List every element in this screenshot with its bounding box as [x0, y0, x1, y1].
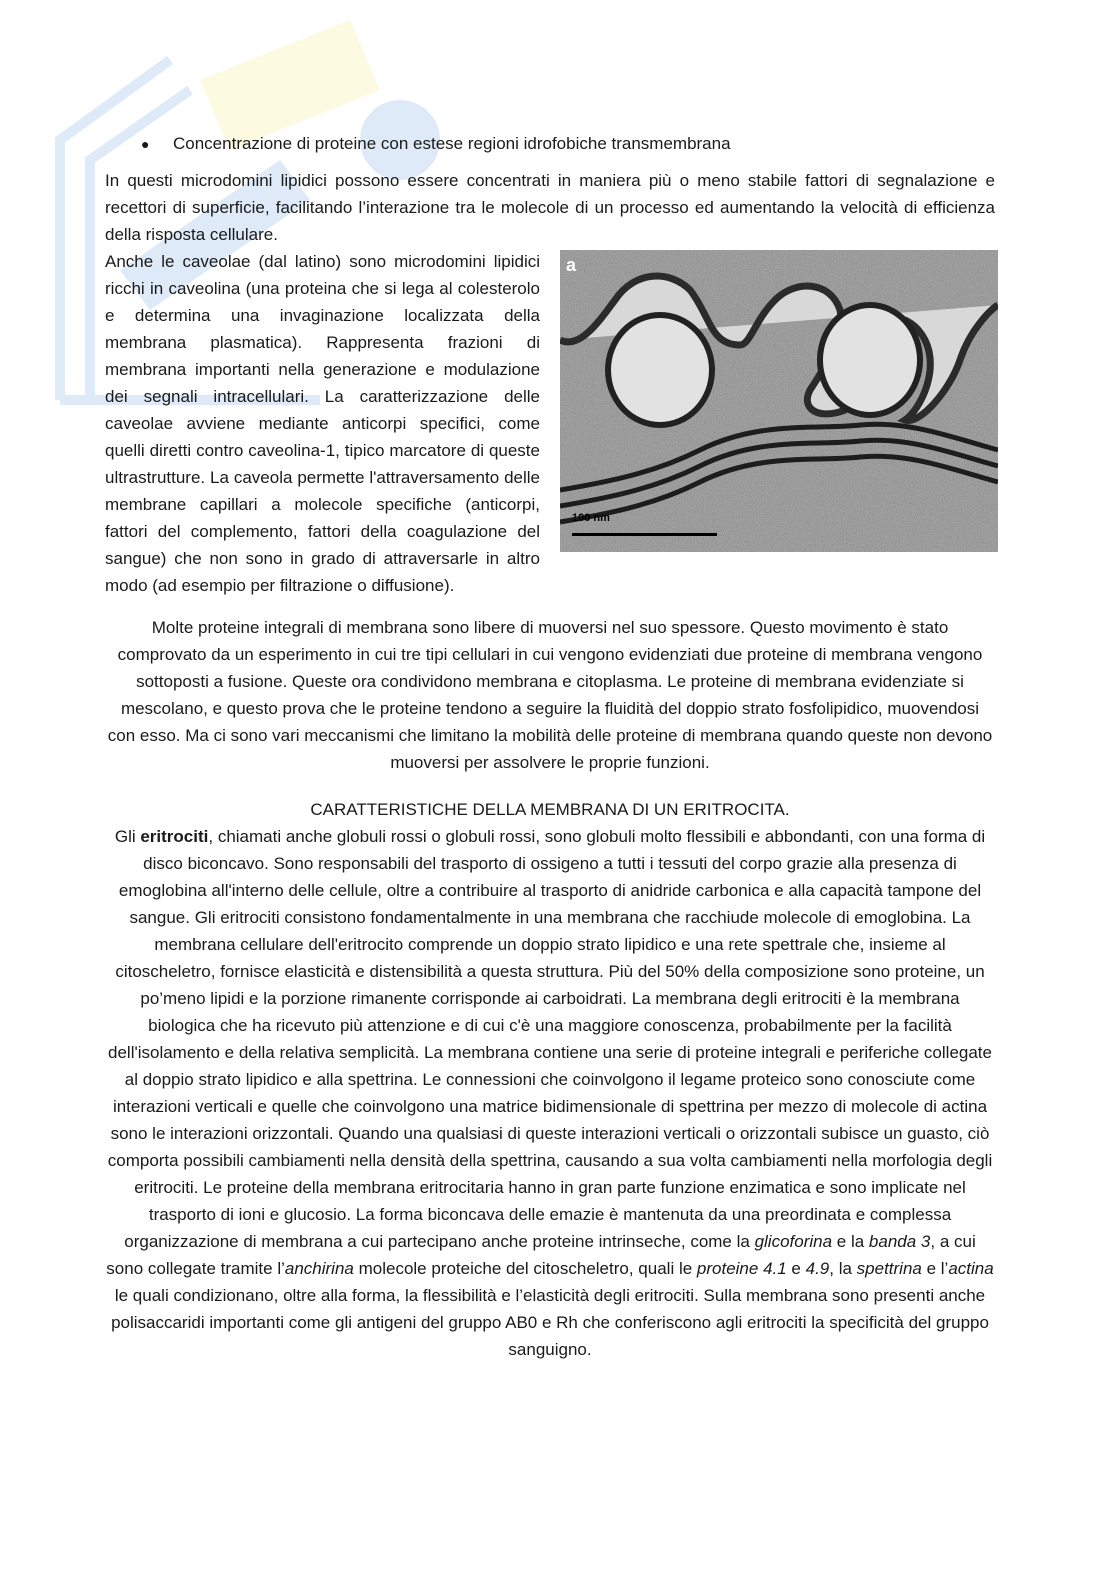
scale-bar — [572, 533, 717, 536]
term-spettrina: spettrina — [856, 1259, 922, 1278]
figure-panel-letter: a — [566, 255, 577, 275]
micrograph-image — [560, 250, 998, 552]
document-page — [105, 130, 995, 1363]
bullet-text: Concentrazione di proteine con estese regioni idrofobiche transmembrana — [173, 134, 731, 153]
paragraph-caveolae: Anche le caveolae (dal latino) sono microdomini lipidici ricchi in caveolina (una proteina che si lega al colesterolo e determina una invaginazione localizzata della membrana plasmatica). Rappresenta frazioni di membrana importanti nella generazione e modulazione dei segnali intracellulari. La caratterizzazione delle caveolae avviene mediante anticorpi specifici, come quelli diretti contro caveolina-1, tipico marcatore di queste ultrastrutture. La caveola permette l'attraversamento delle membrane capillari a molecole specifiche (anticorpi, fattori del complemento, fattori della coagulazione del sangue) che non sono in grado di attraversarle in altro modo (ad esempio per filtrazione o diffusione). — [105, 252, 540, 595]
term-eritrociti: eritrociti — [140, 827, 209, 846]
term-proteine-4-1: proteine 4.1 — [696, 1259, 787, 1278]
paragraph-mobilita-proteine: Molte proteine integrali di membrana sono libere di muoversi nel suo spessore. Questo movimento è stato comprovato da un esperimento in cui tre tipi cellulari in cui vengono evidenziati due proteine di membrana vengono sottoposti a fusione. Queste ora condividono membrana e citoplasma. Le proteine di membrana evidenziate si mescolano, e questo prova che le proteine tendono a seguire la fluidità del doppio strato fosfolipidico, muovendosi con esso. Ma ci sono vari meccanismi che limitano la mobilità delle proteine di membrana quando queste non devono muoversi per assolvere le proprie funzioni. — [107, 618, 993, 772]
section-heading: CARATTERISTICHE DELLA MEMBRANA DI UN ERITROCITA. — [310, 800, 790, 819]
term-glicoforina: glicoforina — [754, 1232, 833, 1251]
paragraph-microdomini: In questi microdomini lipidici possono essere concentrati in maniera più o meno stabile fattori di segnalazione e recettori di superficie, facilitando l’interazione tra le molecole di un processo ed aumentando la velocità di efficienza della risposta cellulare. — [105, 171, 995, 244]
paragraph-eritrociti: Gli eritrociti, chiamati anche globuli rossi o globuli rossi, sono globuli molto flessibili e abbondanti, con una forma di disco biconcavo. Sono responsabili del trasporto di ossigeno a tutti i tessuti del corpo grazie alla presenza di emoglobina all'interno delle cellule, oltre a contribuire al trasporto di anidride carbonica e alla capacità tampone del sangue. Gli eritrociti consistono fondamentalmente in una membrana che racchiude molecole di emoglobina. La membrana cellulare dell'eritrocito comprende un doppio strato lipidico e una rete spettrale che, insieme al citoscheletro, fornisce elasticità e distensibilità a questa struttura. Più del 50% della composizione sono proteine, un po’meno lipidi e la porzione rimanente corrisponde ai carboidrati. La membrana degli eritrociti è la membrana biologica che ha ricevuto più attenzione e di cui c'è una maggiore conoscenza, probabilmente per la facilità dell'isolamento e della relativa semplicità. La membrana contiene una serie di proteine integrali e periferiche collegate al doppio strato lipidico e alla spettrina. Le connessioni che coinvolgono il legame proteico sono conosciute come interazioni verticali e quelle che coinvolgono una matrice bidimensionale di spettrina per mezzo di molecole di actina sono le interazioni orizzontali. Quando una qualsiasi di queste interazioni verticali o orizzontali subisce un guasto, ciò comporta possibili cambiamenti nella densità della spettrina, causando a sua volta cambiamenti nella morfologia degli eritrociti. Le proteine della membrana eritrocitaria hanno in gran parte funzione enzimatica e sono implicate nel trasporto di ioni e glucosio. La forma biconcava delle emazie è mantenuta da una preordinata e complessa organizzazione di membrana a cui partecipano anche proteine intrinseche, come la glicoforina e la banda 3, a cui sono collegate tramite l’anchirina molecole proteiche del citoscheletro, quali le proteine 4.1 e 4.9, la spettrina e l’actina le quali condizionano, oltre alla forma, la flessibilità e l’elasticità degli eritrociti. Sulla membrana sono presenti anche polisaccaridi importanti come gli antigeni del gruppo AB0 e Rh che conferiscono agli eritrociti la specificità del gruppo sanguigno. — [106, 827, 994, 1359]
term-banda-3: banda 3 — [868, 1232, 931, 1251]
caveolae-micrograph — [560, 250, 998, 552]
term-actina: actina — [948, 1259, 994, 1278]
scale-bar-label: 100 nm — [572, 512, 610, 524]
bullet-icon: ● — [141, 136, 150, 152]
term-4-9: 4.9 — [805, 1259, 830, 1278]
term-anchirina: anchirina — [284, 1259, 354, 1278]
bullet-item — [141, 130, 995, 158]
